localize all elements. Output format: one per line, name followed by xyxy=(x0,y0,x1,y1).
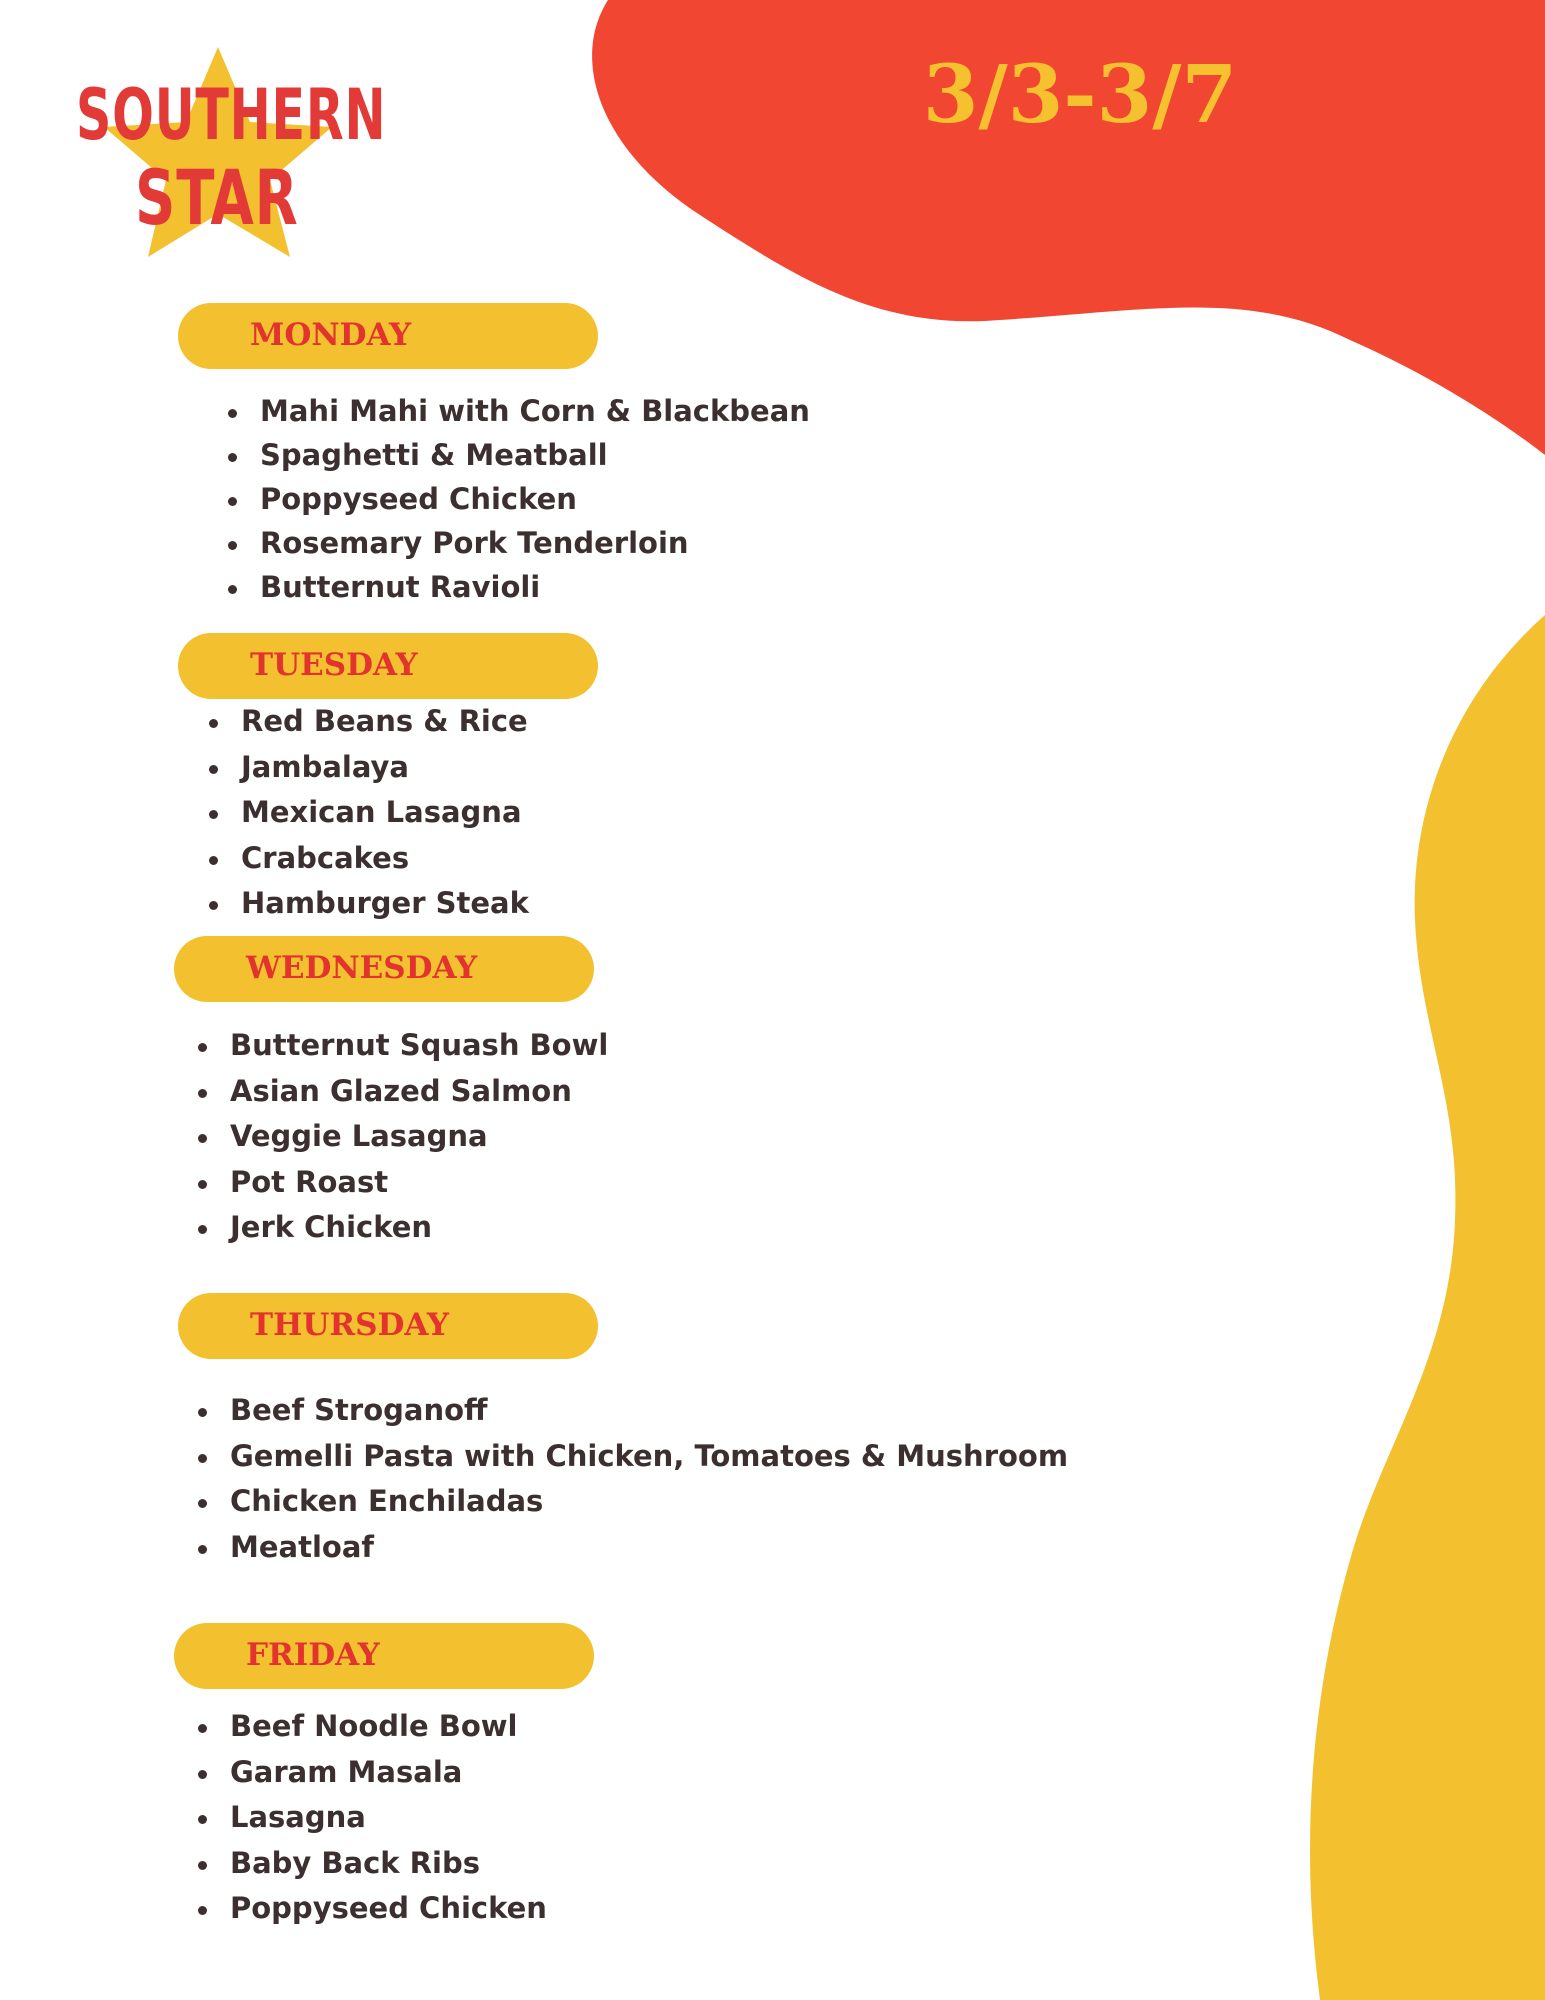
list-item: Poppyseed Chicken xyxy=(192,1891,547,1937)
day-header-friday xyxy=(174,1623,594,1689)
menu-list-thursday xyxy=(192,1393,1068,1575)
list-item: Garam Masala xyxy=(192,1755,547,1801)
list-item: Pot Roast xyxy=(192,1165,608,1211)
list-item: Baby Back Ribs xyxy=(192,1846,547,1892)
day-title-friday: FRIDAY xyxy=(246,1637,380,1673)
day-title-monday: MONDAY xyxy=(250,317,412,353)
list-item: Crabcakes xyxy=(203,841,529,887)
day-title-wednesday: WEDNESDAY xyxy=(246,950,478,986)
day-header-wednesday xyxy=(174,936,594,1002)
yellow-blob xyxy=(1310,615,1545,2000)
list-item: Jambalaya xyxy=(203,750,529,796)
list-item: Chicken Enchiladas xyxy=(192,1484,1068,1530)
list-item: Veggie Lasagna xyxy=(192,1119,608,1165)
logo-text-southern: SOUTHERN xyxy=(76,74,387,156)
list-item: Red Beans & Rice xyxy=(203,704,529,750)
logo-text-star: STAR xyxy=(135,153,299,242)
logo xyxy=(70,42,390,262)
list-item: Jerk Chicken xyxy=(192,1210,608,1256)
day-title-tuesday: TUESDAY xyxy=(250,647,418,683)
list-item: Meatloaf xyxy=(192,1530,1068,1576)
list-item: Asian Glazed Salmon xyxy=(192,1074,608,1120)
list-item: Lasagna xyxy=(192,1800,547,1846)
day-title-thursday: THURSDAY xyxy=(250,1307,450,1343)
list-item: Rosemary Pork Tenderloin xyxy=(222,526,810,570)
list-item: Butternut Squash Bowl xyxy=(192,1028,608,1074)
menu-list-friday xyxy=(192,1709,547,1937)
list-item: Mexican Lasagna xyxy=(203,795,529,841)
day-header-thursday xyxy=(178,1293,598,1359)
date-range-title: 3/3-3/7 xyxy=(922,47,1238,141)
list-item: Butternut Ravioli xyxy=(222,570,810,614)
menu-list-wednesday xyxy=(192,1028,608,1256)
list-item: Mahi Mahi with Corn & Blackbean xyxy=(222,394,810,438)
list-item: Poppyseed Chicken xyxy=(222,482,810,526)
list-item: Beef Stroganoff xyxy=(192,1393,1068,1439)
list-item: Spaghetti & Meatball xyxy=(222,438,810,482)
menu-list-tuesday xyxy=(203,704,529,932)
list-item: Gemelli Pasta with Chicken, Tomatoes & Mushroom xyxy=(192,1439,1068,1485)
menu-list-monday xyxy=(222,394,810,614)
list-item: Hamburger Steak xyxy=(203,886,529,932)
day-header-monday xyxy=(178,303,598,369)
day-header-tuesday xyxy=(178,633,598,699)
list-item: Beef Noodle Bowl xyxy=(192,1709,547,1755)
